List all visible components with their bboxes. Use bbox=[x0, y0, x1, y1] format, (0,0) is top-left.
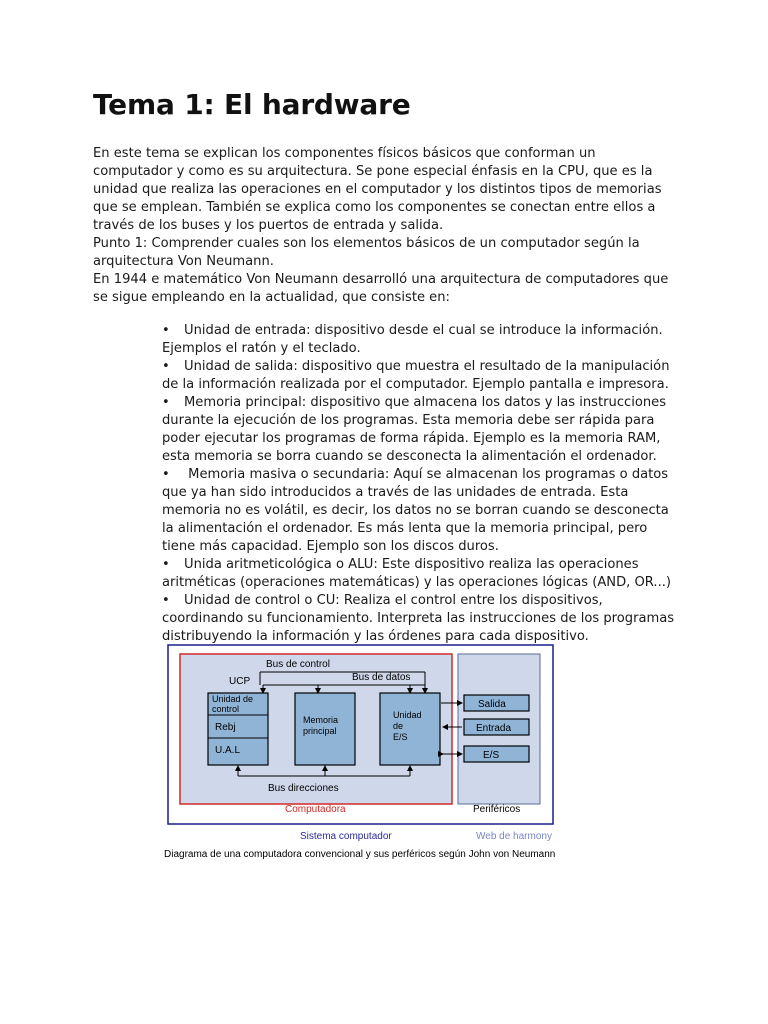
memoria-label: principal bbox=[303, 726, 337, 736]
salida-label: Salida bbox=[478, 699, 506, 710]
list-item-text: Unidad de salida: dispositivo que muestra el resultado de la manipulación de la información realizada por el computador. Ejemplo pantalla e impresora. bbox=[162, 359, 670, 392]
list-item-text: Memoria principal: dispositivo que almacena los datos y las instrucciones durante la ejecución de los programas. Esta memoria debe ser rápida para poder ejecutar los programas de forma rápida. Ejemplo es la memoria RAM, esta memoria se borra cuando se desconecta la alimentación el ordenador. bbox=[162, 395, 667, 464]
unidad-es-label: E/S bbox=[393, 732, 408, 742]
bullet-icon: • bbox=[162, 359, 170, 374]
list-item-text: Unidad de control o CU: Realiza el control entre los dispositivos, coordinando su funcionamiento. Interpreta las instrucciones de los programas distribuyendo la información y las órdenes para cada dispositivo. bbox=[162, 593, 675, 644]
bus-control-label: Bus de control bbox=[266, 659, 330, 670]
list-item bbox=[162, 358, 682, 394]
unidad-es-block bbox=[380, 693, 440, 765]
intro-text bbox=[93, 145, 678, 307]
unidad-es-label: Unidad bbox=[393, 710, 422, 720]
intro-paragraph: Punto 1: Comprender cuales son los elementos básicos de un computador según la arquitectura Von Neumann. bbox=[93, 236, 640, 269]
list-item bbox=[162, 322, 682, 358]
sistema-computador-label: Sistema computador bbox=[300, 831, 392, 842]
bullet-icon: • bbox=[162, 557, 170, 572]
diagram-caption: Diagrama de una computadora convencional y sus perféricos según John von Neumann bbox=[164, 849, 556, 860]
list-item-text: Unida aritmeticológica o ALU: Este dispositivo realiza las operaciones aritméticas (operaciones matemáticas) y las operaciones lógicas (AND, OR...) bbox=[162, 557, 672, 590]
list-item bbox=[162, 592, 682, 646]
bullet-icon: • bbox=[162, 395, 170, 410]
list-item bbox=[162, 394, 682, 466]
entrada-label: Entrada bbox=[476, 723, 512, 734]
web-credit-label: Web de harmony bbox=[476, 831, 552, 842]
ual-label: U.A.L bbox=[215, 745, 241, 756]
list-item-text: Unidad de entrada: dispositivo desde el cual se introduce la información. Ejemplos el ratón y el teclado. bbox=[162, 323, 663, 356]
bullet-icon: • bbox=[162, 467, 170, 482]
ucp-label: UCP bbox=[229, 676, 251, 687]
unidad-control-label: Unidad de bbox=[212, 694, 254, 704]
intro-paragraph: En este tema se explican los componentes físicos básicos que conforman un computador y como es su arquitectura. Se pone especial énfasis en la CPU, que es la unidad que realiza las operaciones en el computador y los distintos tipos de memorias que se emplean. También se explica como los componentes se conectan entre ellos a través de los buses y los puertos de entrada y salida. bbox=[93, 146, 662, 233]
intro-paragraph: En 1944 e matemático Von Neumann desarrolló una arquitectura de computadores que se sigue empleando en la actualidad, que consiste en: bbox=[93, 272, 669, 305]
perifericos-label: Periféricos bbox=[473, 804, 521, 815]
bus-datos-label: Bus de datos bbox=[352, 672, 411, 683]
von-neumann-diagram bbox=[160, 643, 580, 868]
list-item-text: Memoria masiva o secundaria: Aquí se almacenan los programas o datos que ya han sido introducidos a través de las unidades de entrada. Esta memoria no es volátil, es decir, los datos no se borran cuando se desconecta la alimentación el ordenador. Es más lenta que la memoria principal, pero tiene más capacidad. Ejemplo son los discos duros. bbox=[162, 467, 673, 554]
unidad-es-label: de bbox=[393, 721, 404, 731]
unidad-control-label: control bbox=[212, 704, 240, 714]
bus-direcciones-label: Bus direcciones bbox=[268, 783, 339, 794]
list-item bbox=[162, 556, 682, 592]
es-label: E/S bbox=[483, 750, 500, 761]
page-title: Tema 1: El hardware bbox=[93, 88, 411, 121]
bullet-icon: • bbox=[162, 323, 170, 338]
memoria-label: Memoria bbox=[303, 715, 339, 725]
rebj-label: Rebj bbox=[215, 722, 236, 733]
computadora-label: Computadora bbox=[285, 804, 346, 815]
bullet-icon: • bbox=[162, 593, 170, 608]
list-item bbox=[162, 466, 682, 556]
component-list bbox=[162, 322, 682, 646]
